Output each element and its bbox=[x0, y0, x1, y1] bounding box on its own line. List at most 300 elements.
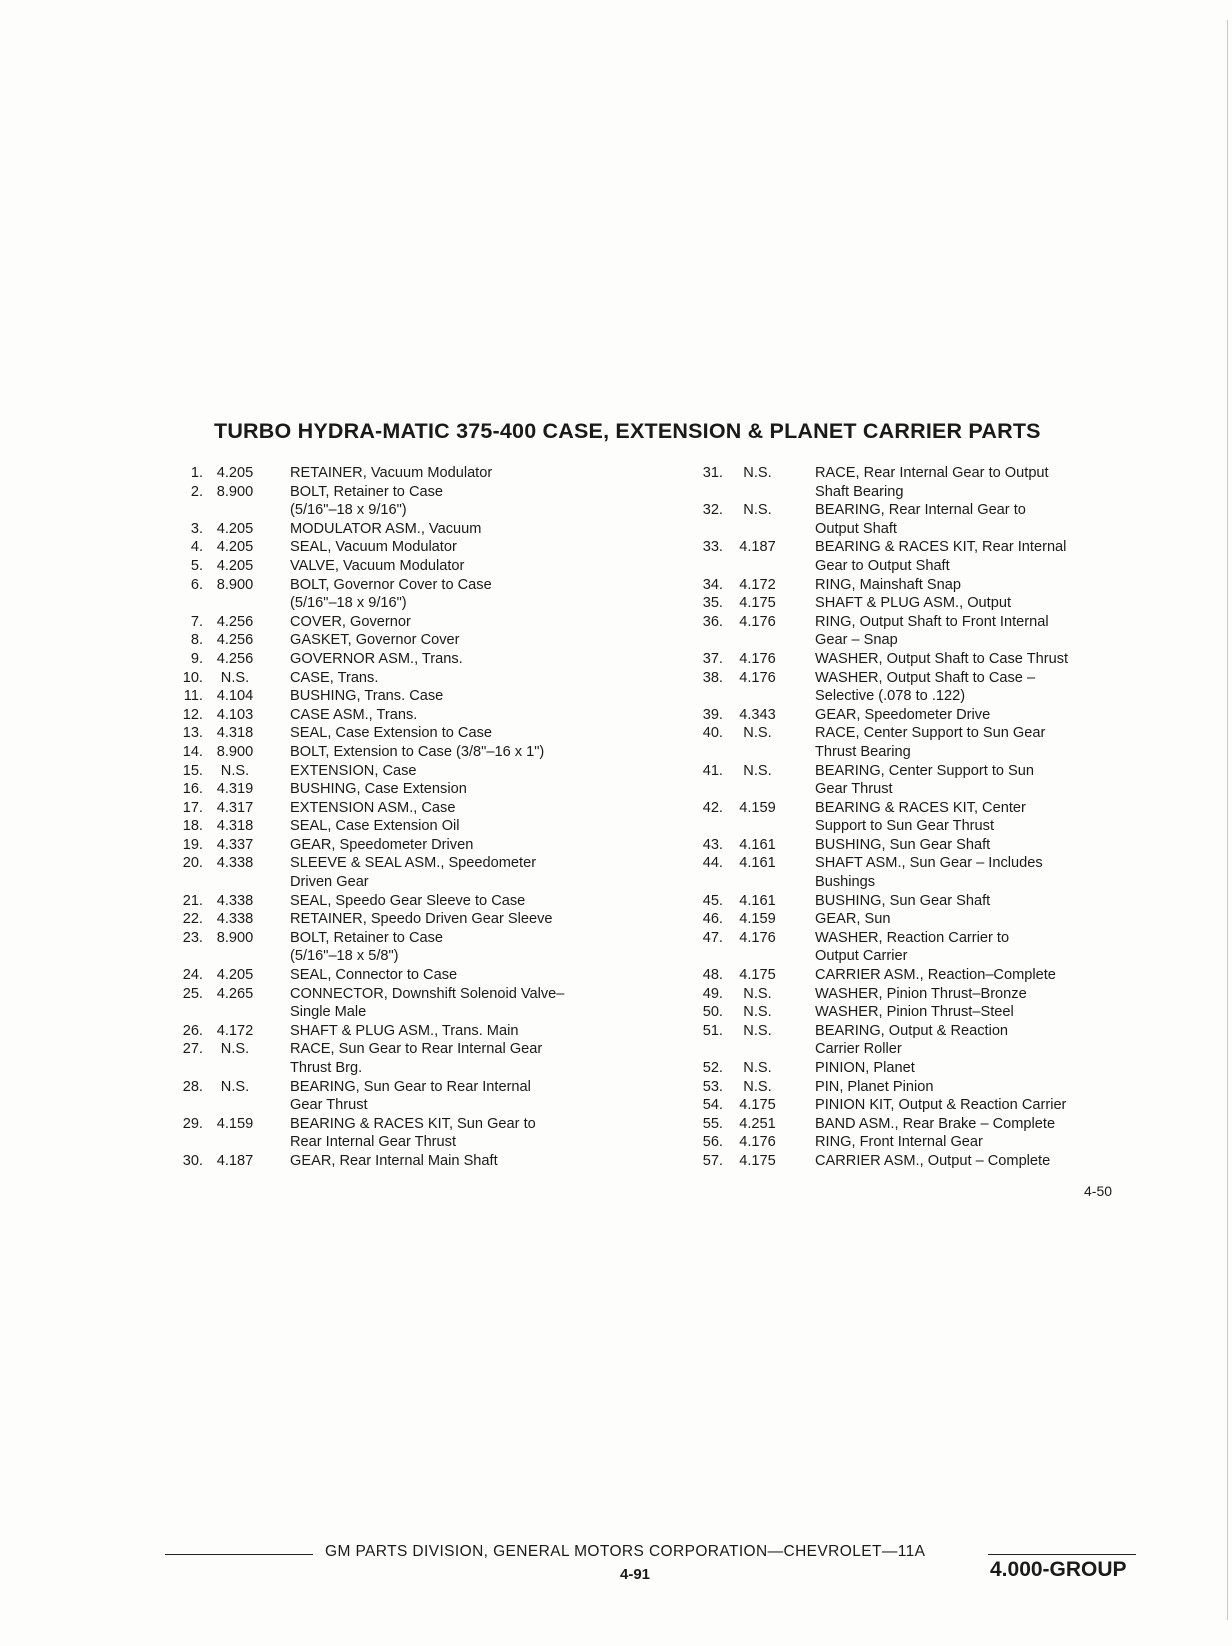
description-line: GEAR, Sun bbox=[815, 911, 891, 928]
part-description bbox=[792, 854, 1125, 891]
part-number: 24. bbox=[182, 967, 203, 984]
group-code: 4.172 bbox=[216, 1022, 254, 1039]
part-row bbox=[170, 836, 690, 855]
group-code: 8.900 bbox=[216, 576, 254, 593]
part-number: 45. bbox=[702, 892, 723, 909]
description-line: BEARING, Output & Reaction bbox=[815, 1022, 1009, 1039]
part-row bbox=[695, 1096, 1125, 1115]
part-description bbox=[792, 1078, 1125, 1097]
part-row bbox=[170, 799, 690, 818]
part-number: 23. bbox=[182, 929, 203, 946]
description-line: BEARING, Rear Internal Gear to bbox=[815, 502, 1026, 519]
part-number: 33. bbox=[702, 539, 723, 556]
part-number: 28. bbox=[182, 1078, 203, 1095]
part-row bbox=[695, 464, 1125, 501]
part-row bbox=[695, 929, 1125, 966]
part-description bbox=[792, 576, 1125, 595]
description-line: BOLT, Governor Cover to Case bbox=[290, 576, 492, 593]
part-row bbox=[695, 594, 1125, 613]
part-row bbox=[695, 799, 1125, 836]
part-number: 53. bbox=[702, 1078, 723, 1095]
part-description bbox=[792, 724, 1125, 761]
part-row bbox=[170, 706, 690, 725]
group-code: 4.338 bbox=[216, 892, 254, 909]
part-number: 43. bbox=[702, 836, 723, 853]
part-row bbox=[695, 706, 1125, 725]
part-description bbox=[267, 762, 690, 781]
part-description bbox=[792, 910, 1125, 929]
description-line: BEARING & RACES KIT, Center bbox=[815, 799, 1026, 816]
part-description bbox=[267, 538, 690, 557]
description-line: BUSHING, Case Extension bbox=[290, 781, 467, 798]
part-row bbox=[170, 631, 690, 650]
group-code: 4.337 bbox=[216, 836, 254, 853]
description-line: WASHER, Output Shaft to Case – bbox=[815, 669, 1036, 686]
part-number: 22. bbox=[182, 911, 203, 928]
description-line: GEAR, Speedometer Driven bbox=[290, 836, 474, 853]
part-number: 51. bbox=[702, 1022, 723, 1039]
group-code: 8.900 bbox=[216, 929, 254, 946]
description-line: Rear Internal Gear Thrust bbox=[290, 1134, 457, 1151]
part-number: 1. bbox=[190, 465, 203, 481]
part-number: 11. bbox=[183, 688, 203, 705]
part-number: 9. bbox=[190, 650, 203, 667]
description-line: CASE ASM., Trans. bbox=[290, 706, 418, 723]
part-description bbox=[267, 1152, 690, 1171]
part-row bbox=[170, 483, 690, 520]
part-number: 38. bbox=[702, 669, 723, 686]
description-line: BEARING & RACES KIT, Sun Gear to bbox=[290, 1115, 536, 1132]
group-code: 4.175 bbox=[739, 1097, 776, 1114]
group-code: N.S. bbox=[743, 1078, 772, 1095]
part-row bbox=[695, 1152, 1125, 1171]
part-row bbox=[170, 650, 690, 669]
part-description bbox=[267, 557, 690, 576]
description-line: COVER, Governor bbox=[290, 613, 411, 630]
group-code: 4.187 bbox=[216, 1152, 254, 1169]
description-line: RACE, Rear Internal Gear to Output bbox=[815, 465, 1049, 481]
description-line: RACE, Sun Gear to Rear Internal Gear bbox=[290, 1041, 543, 1058]
part-description bbox=[267, 817, 690, 836]
group-code: 4.256 bbox=[216, 650, 254, 667]
part-description bbox=[267, 669, 690, 688]
group-code: N.S. bbox=[220, 1078, 250, 1095]
group-code: 4.103 bbox=[216, 706, 254, 723]
description-line: GEAR, Rear Internal Main Shaft bbox=[290, 1152, 498, 1169]
part-description bbox=[267, 1022, 690, 1041]
part-number: 52. bbox=[702, 1060, 723, 1076]
group-code: 4.159 bbox=[216, 1115, 254, 1132]
description-line: CONNECTOR, Downshift Solenoid Valve– bbox=[290, 985, 565, 1002]
part-number: 37. bbox=[702, 650, 723, 667]
part-description bbox=[792, 1003, 1125, 1022]
description-line: CARRIER ASM., Reaction–Complete bbox=[815, 967, 1056, 984]
part-row bbox=[170, 687, 690, 706]
description-line: Single Male bbox=[290, 1004, 367, 1021]
part-description bbox=[267, 706, 690, 725]
part-description bbox=[267, 892, 690, 911]
group-code: N.S. bbox=[743, 502, 772, 519]
part-number: 3. bbox=[190, 520, 203, 537]
part-description bbox=[792, 650, 1125, 669]
description-line: BUSHING, Sun Gear Shaft bbox=[815, 892, 991, 909]
part-number: 13. bbox=[182, 725, 203, 742]
part-row bbox=[170, 1022, 690, 1041]
description-line: Carrier Roller bbox=[815, 1041, 902, 1058]
part-description bbox=[267, 929, 690, 966]
description-line: Gear Thrust bbox=[290, 1097, 368, 1114]
part-description bbox=[792, 1152, 1125, 1171]
part-description bbox=[792, 929, 1125, 966]
part-number: 39. bbox=[702, 706, 723, 723]
description-line: PINION, Planet bbox=[815, 1060, 915, 1076]
footer-rule-right bbox=[988, 1554, 1136, 1555]
group-code: 4.176 bbox=[739, 669, 776, 686]
group-code: N.S. bbox=[220, 669, 250, 686]
part-description bbox=[267, 1078, 690, 1115]
part-description bbox=[792, 1096, 1125, 1115]
description-line: BEARING, Sun Gear to Rear Internal bbox=[290, 1078, 531, 1095]
part-row bbox=[695, 650, 1125, 669]
part-description bbox=[792, 1059, 1125, 1078]
part-description bbox=[267, 1115, 690, 1152]
description-line: RACE, Center Support to Sun Gear bbox=[815, 725, 1046, 742]
part-description bbox=[792, 966, 1125, 985]
part-number: 2. bbox=[190, 483, 203, 500]
part-number: 36. bbox=[702, 613, 723, 630]
part-row bbox=[170, 1152, 690, 1171]
group-code: 8.900 bbox=[216, 743, 254, 760]
part-row bbox=[695, 1059, 1125, 1078]
description-line: BAND ASM., Rear Brake – Complete bbox=[815, 1115, 1056, 1132]
part-description bbox=[267, 576, 690, 613]
group-code: N.S. bbox=[743, 1060, 772, 1076]
part-description bbox=[267, 613, 690, 632]
footer-rule-left bbox=[165, 1554, 313, 1555]
description-line: CARRIER ASM., Output – Complete bbox=[815, 1152, 1051, 1169]
group-code: 4.318 bbox=[216, 818, 254, 835]
part-number: 47. bbox=[702, 929, 723, 946]
part-description bbox=[792, 985, 1125, 1004]
group-code: 4.176 bbox=[739, 613, 776, 630]
group-code: 4.256 bbox=[216, 632, 254, 649]
group-code: 4.175 bbox=[739, 1152, 776, 1169]
group-code: 4.251 bbox=[739, 1115, 776, 1132]
part-row bbox=[695, 501, 1125, 538]
description-line: VALVE, Vacuum Modulator bbox=[290, 557, 465, 574]
part-number: 55. bbox=[702, 1115, 723, 1132]
description-line: SHAFT ASM., Sun Gear – Includes bbox=[815, 855, 1043, 872]
description-line: GOVERNOR ASM., Trans. bbox=[290, 650, 463, 667]
description-line: BOLT, Extension to Case (3/8"–16 x 1") bbox=[290, 743, 545, 760]
part-row bbox=[170, 724, 690, 743]
group-code: 4.343 bbox=[739, 706, 776, 723]
description-line: SEAL, Connector to Case bbox=[290, 967, 458, 984]
part-description bbox=[792, 892, 1125, 911]
description-line: BEARING & RACES KIT, Rear Internal bbox=[815, 539, 1067, 556]
part-row bbox=[170, 929, 690, 966]
part-row bbox=[695, 538, 1125, 575]
group-code: 4.265 bbox=[216, 985, 254, 1002]
part-description bbox=[792, 464, 1125, 501]
part-number: 4. bbox=[190, 539, 203, 556]
part-number: 32. bbox=[702, 502, 723, 519]
description-line: Shaft Bearing bbox=[815, 483, 904, 500]
part-row bbox=[170, 892, 690, 911]
group-code: 4.205 bbox=[216, 557, 254, 574]
part-description bbox=[792, 501, 1125, 538]
part-row bbox=[695, 910, 1125, 929]
part-number: 49. bbox=[702, 985, 723, 1002]
description-line: WASHER, Output Shaft to Case Thrust bbox=[815, 650, 1069, 667]
description-line: (5/16"–18 x 9/16") bbox=[290, 502, 407, 519]
part-description bbox=[792, 1022, 1125, 1059]
part-number: 6. bbox=[190, 576, 203, 593]
description-line: Gear to Output Shaft bbox=[815, 557, 950, 574]
part-row bbox=[695, 1003, 1125, 1022]
part-row bbox=[695, 836, 1125, 855]
group-label: 4.000-GROUP bbox=[990, 1558, 1127, 1581]
page-number: 4-91 bbox=[620, 1566, 651, 1583]
group-code: 4.317 bbox=[216, 799, 254, 816]
group-code: 4.172 bbox=[739, 576, 776, 593]
description-line: RETAINER, Vacuum Modulator bbox=[290, 465, 493, 481]
part-number: 17. bbox=[182, 799, 203, 816]
part-row bbox=[170, 966, 690, 985]
description-line: SLEEVE & SEAL ASM., Speedometer bbox=[290, 855, 537, 872]
part-row bbox=[170, 854, 690, 891]
parts-list-left bbox=[170, 464, 690, 1171]
part-number: 54. bbox=[702, 1097, 723, 1114]
part-number: 5. bbox=[190, 557, 203, 574]
description-line: SEAL, Speedo Gear Sleeve to Case bbox=[290, 892, 526, 909]
group-code: 4.256 bbox=[216, 613, 254, 630]
description-line: EXTENSION, Case bbox=[290, 762, 417, 779]
part-number: 20. bbox=[182, 855, 203, 872]
part-number: 10. bbox=[182, 669, 203, 686]
illustration-reference: 4-50 bbox=[1084, 1183, 1113, 1199]
description-line: BUSHING, Sun Gear Shaft bbox=[815, 836, 991, 853]
part-description bbox=[267, 743, 690, 762]
part-number: 48. bbox=[702, 967, 723, 984]
part-description bbox=[792, 706, 1125, 725]
part-row bbox=[695, 724, 1125, 761]
part-description bbox=[267, 910, 690, 929]
description-line: PIN, Planet Pinion bbox=[815, 1078, 934, 1095]
part-description bbox=[267, 520, 690, 539]
part-row bbox=[170, 538, 690, 557]
part-row bbox=[170, 1078, 690, 1115]
description-line: (5/16"–18 x 5/8") bbox=[290, 948, 399, 965]
part-row bbox=[695, 1078, 1125, 1097]
description-line: GEAR, Speedometer Drive bbox=[815, 706, 991, 723]
group-code: N.S. bbox=[743, 762, 772, 779]
group-code: 4.205 bbox=[216, 520, 254, 537]
group-code: 4.338 bbox=[216, 911, 254, 928]
group-code: N.S. bbox=[220, 762, 250, 779]
part-description bbox=[792, 762, 1125, 799]
part-row bbox=[695, 576, 1125, 595]
part-row bbox=[170, 910, 690, 929]
description-line: SHAFT & PLUG ASM., Trans. Main bbox=[290, 1022, 519, 1039]
description-line: GASKET, Governor Cover bbox=[290, 632, 460, 649]
part-description bbox=[267, 1040, 690, 1077]
description-line: MODULATOR ASM., Vacuum bbox=[290, 520, 482, 537]
description-line: Output Carrier bbox=[815, 948, 908, 965]
part-description bbox=[267, 483, 690, 520]
part-row bbox=[695, 892, 1125, 911]
group-code: N.S. bbox=[743, 1004, 772, 1021]
part-number: 50. bbox=[702, 1004, 723, 1021]
part-description bbox=[267, 985, 690, 1022]
description-line: Bushings bbox=[815, 874, 876, 891]
group-code: 8.900 bbox=[216, 483, 254, 500]
part-description bbox=[792, 594, 1125, 613]
description-line: WASHER, Pinion Thrust–Bronze bbox=[815, 985, 1027, 1002]
part-number: 21. bbox=[182, 892, 203, 909]
description-line: SEAL, Case Extension Oil bbox=[290, 818, 460, 835]
description-line: RETAINER, Speedo Driven Gear Sleeve bbox=[290, 911, 553, 928]
part-row bbox=[170, 669, 690, 688]
part-number: 29. bbox=[182, 1115, 203, 1132]
part-number: 19. bbox=[182, 836, 203, 853]
group-code: 4.176 bbox=[739, 650, 776, 667]
part-number: 26. bbox=[182, 1022, 203, 1039]
part-description bbox=[792, 538, 1125, 575]
part-description bbox=[267, 631, 690, 650]
parts-list-right bbox=[695, 464, 1125, 1171]
description-line: Gear Thrust bbox=[815, 781, 893, 798]
part-row bbox=[170, 985, 690, 1022]
part-number: 42. bbox=[702, 799, 723, 816]
part-description bbox=[267, 687, 690, 706]
page-edge-shadow bbox=[1227, 20, 1228, 1620]
part-number: 8. bbox=[190, 632, 203, 649]
description-line: Gear – Snap bbox=[815, 632, 898, 649]
part-row bbox=[170, 1115, 690, 1152]
description-line: SHAFT & PLUG ASM., Output bbox=[815, 595, 1012, 612]
group-code: 4.159 bbox=[739, 799, 776, 816]
description-line: EXTENSION ASM., Case bbox=[290, 799, 456, 816]
group-code: 4.205 bbox=[216, 465, 254, 481]
group-code: 4.161 bbox=[739, 892, 776, 909]
description-line: Support to Sun Gear Thrust bbox=[815, 818, 995, 835]
part-row bbox=[170, 743, 690, 762]
description-line: Output Shaft bbox=[815, 520, 897, 537]
footer-publisher: GM PARTS DIVISION, GENERAL MOTORS CORPORATION—CHEVROLET—11A bbox=[325, 1543, 926, 1560]
description-line: CASE, Trans. bbox=[290, 669, 379, 686]
part-number: 14. bbox=[182, 743, 203, 760]
part-number: 35. bbox=[702, 595, 723, 612]
group-code: N.S. bbox=[743, 465, 772, 481]
description-line: BOLT, Retainer to Case bbox=[290, 929, 444, 946]
part-row bbox=[170, 762, 690, 781]
group-code: N.S. bbox=[743, 985, 772, 1002]
part-number: 31. bbox=[702, 465, 723, 481]
group-code: 4.161 bbox=[739, 855, 776, 872]
part-row bbox=[695, 985, 1125, 1004]
part-number: 57. bbox=[702, 1152, 723, 1169]
part-number: 40. bbox=[702, 725, 723, 742]
group-code: 4.175 bbox=[739, 595, 776, 612]
part-description bbox=[792, 1115, 1125, 1134]
description-line: Selective (.078 to .122) bbox=[815, 688, 966, 705]
group-code: 4.205 bbox=[216, 967, 254, 984]
group-code: 4.205 bbox=[216, 539, 254, 556]
part-number: 7. bbox=[190, 613, 203, 630]
part-description bbox=[267, 780, 690, 799]
part-row bbox=[695, 669, 1125, 706]
description-line: BOLT, Retainer to Case bbox=[290, 483, 444, 500]
group-code: 4.159 bbox=[739, 911, 776, 928]
group-code: N.S. bbox=[743, 1022, 772, 1039]
part-number: 34. bbox=[702, 576, 723, 593]
description-line: SEAL, Case Extension to Case bbox=[290, 725, 492, 742]
part-row bbox=[695, 1115, 1125, 1134]
part-number: 25. bbox=[182, 985, 203, 1002]
part-row bbox=[170, 780, 690, 799]
part-description bbox=[267, 799, 690, 818]
part-row bbox=[170, 520, 690, 539]
description-line: RING, Mainshaft Snap bbox=[815, 576, 962, 593]
part-description bbox=[267, 650, 690, 669]
part-description bbox=[267, 966, 690, 985]
group-code: 4.176 bbox=[739, 1134, 776, 1151]
part-row bbox=[170, 1040, 690, 1077]
part-number: 44. bbox=[702, 855, 723, 872]
part-row bbox=[170, 613, 690, 632]
part-number: 27. bbox=[182, 1041, 203, 1058]
description-line: RING, Front Internal Gear bbox=[815, 1134, 983, 1151]
part-number: 18. bbox=[182, 818, 203, 835]
part-row bbox=[695, 762, 1125, 799]
description-line: WASHER, Pinion Thrust–Steel bbox=[815, 1004, 1014, 1021]
part-row bbox=[695, 966, 1125, 985]
description-line: BUSHING, Trans. Case bbox=[290, 688, 444, 705]
description-line: Driven Gear bbox=[290, 874, 369, 891]
part-number: 30. bbox=[182, 1152, 203, 1169]
group-code: N.S. bbox=[743, 725, 772, 742]
part-row bbox=[695, 854, 1125, 891]
page-title: TURBO HYDRA-MATIC 375-400 CASE, EXTENSION & PLANET CARRIER PARTS bbox=[214, 419, 1041, 443]
part-number: 16. bbox=[182, 781, 203, 798]
part-description bbox=[792, 1133, 1125, 1152]
group-code: 4.187 bbox=[739, 539, 776, 556]
part-number: 12. bbox=[182, 706, 203, 723]
part-number: 56. bbox=[702, 1134, 723, 1151]
description-line: BEARING, Center Support to Sun bbox=[815, 762, 1035, 779]
part-row bbox=[695, 1022, 1125, 1059]
group-code: 4.175 bbox=[739, 967, 776, 984]
part-description bbox=[267, 836, 690, 855]
description-line: SEAL, Vacuum Modulator bbox=[290, 539, 457, 556]
part-number: 15. bbox=[182, 762, 203, 779]
part-description bbox=[267, 724, 690, 743]
part-row bbox=[695, 613, 1125, 650]
part-description bbox=[792, 669, 1125, 706]
part-description bbox=[792, 613, 1125, 650]
description-line: RING, Output Shaft to Front Internal bbox=[815, 613, 1049, 630]
part-row bbox=[170, 576, 690, 613]
group-code: 4.176 bbox=[739, 929, 776, 946]
group-code: 4.318 bbox=[216, 725, 254, 742]
group-code: 4.319 bbox=[216, 781, 254, 798]
part-description bbox=[267, 854, 690, 891]
description-line: (5/16"–18 x 9/16") bbox=[290, 595, 407, 612]
group-code: 4.161 bbox=[739, 836, 776, 853]
part-row bbox=[695, 1133, 1125, 1152]
part-description bbox=[792, 799, 1125, 836]
